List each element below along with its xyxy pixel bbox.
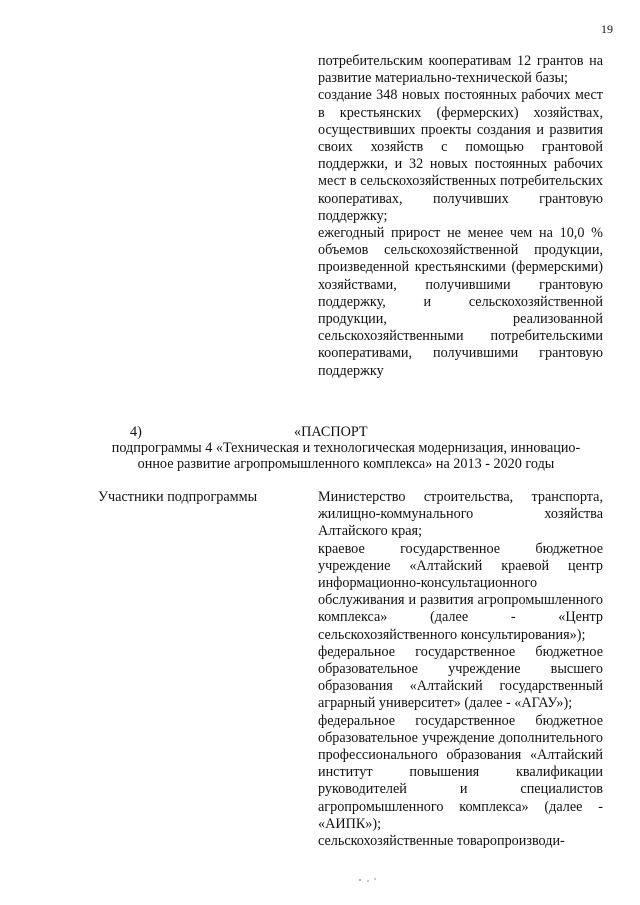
participants-label: Участники подпрограммы [98, 489, 258, 505]
participant-paragraph: федеральное государственное бюджетное образовательное учреждение высшего образования «Алтайский государственный аграрный университет» (далее - «АГАУ»); [318, 643, 603, 712]
participant-paragraph: сельскохозяйственные товаропроизводи- [318, 833, 565, 850]
outcome-paragraph: потребительским кооперативам 12 грантов на развитие материально-технической базы; [318, 53, 603, 87]
outcome-paragraph: создание 348 новых постоянных рабочих мест в крестьянских (фермерских) хозяйствах, осуществивших проекты создания и развития своих хозяйств с помощью грантовой поддержки, и 32 новых постоянных рабочих мест в сельскохозяйственных потребительских кооперативах, получивших грантовую поддержку; [318, 87, 603, 224]
subprogram-title [86, 441, 606, 472]
passport-heading-line [86, 424, 606, 441]
outcome-paragraph: ежегодный прирост не менее чем на 10,0 % объемов сельскохозяйственной продукции, произведенной крестьянскими (фермерскими) хозяйствами, получившими грантовую поддержку, и сельскохозяйственной продукции, реализованной сельскохозяйственными потребительскими кооперативами, получившими грантовую поддержку [318, 225, 603, 379]
outcomes-block [318, 53, 603, 380]
participant-paragraph: Министерство строительства, транспорта, жилищно-коммунального хозяйства Алтайского края; [318, 489, 603, 540]
subprogram-title-line: подпрограммы 4 «Техническая и технологическая модернизация, инновацио- [111, 440, 581, 456]
passport-word: «ПАСПОРТ [294, 424, 368, 440]
page-number: 19 [601, 22, 613, 36]
participant-paragraph: краевое государственное бюджетное учреждение «Алтайский краевой центр информационно-консультационного обслуживания и развития агропромышленного комплекса» (далее - «Центр сельскохозяйственного консультирования»); [318, 540, 603, 643]
passport-heading [86, 424, 606, 472]
scan-mark-icon [356, 876, 386, 884]
subprogram-title-line: онное развитие агропромышленного комплекса» на 2013 - 2020 годы [137, 455, 555, 472]
passport-number: 4) [130, 424, 142, 440]
participants-list [318, 489, 603, 850]
participant-paragraph: федеральное государственное бюджетное образовательное учреждение дополнительного профессионального образования «Алтайский институт повышения квалификации руководителей и специалистов агропромышленного комплекса» (далее - «АИПК»); [318, 712, 603, 832]
